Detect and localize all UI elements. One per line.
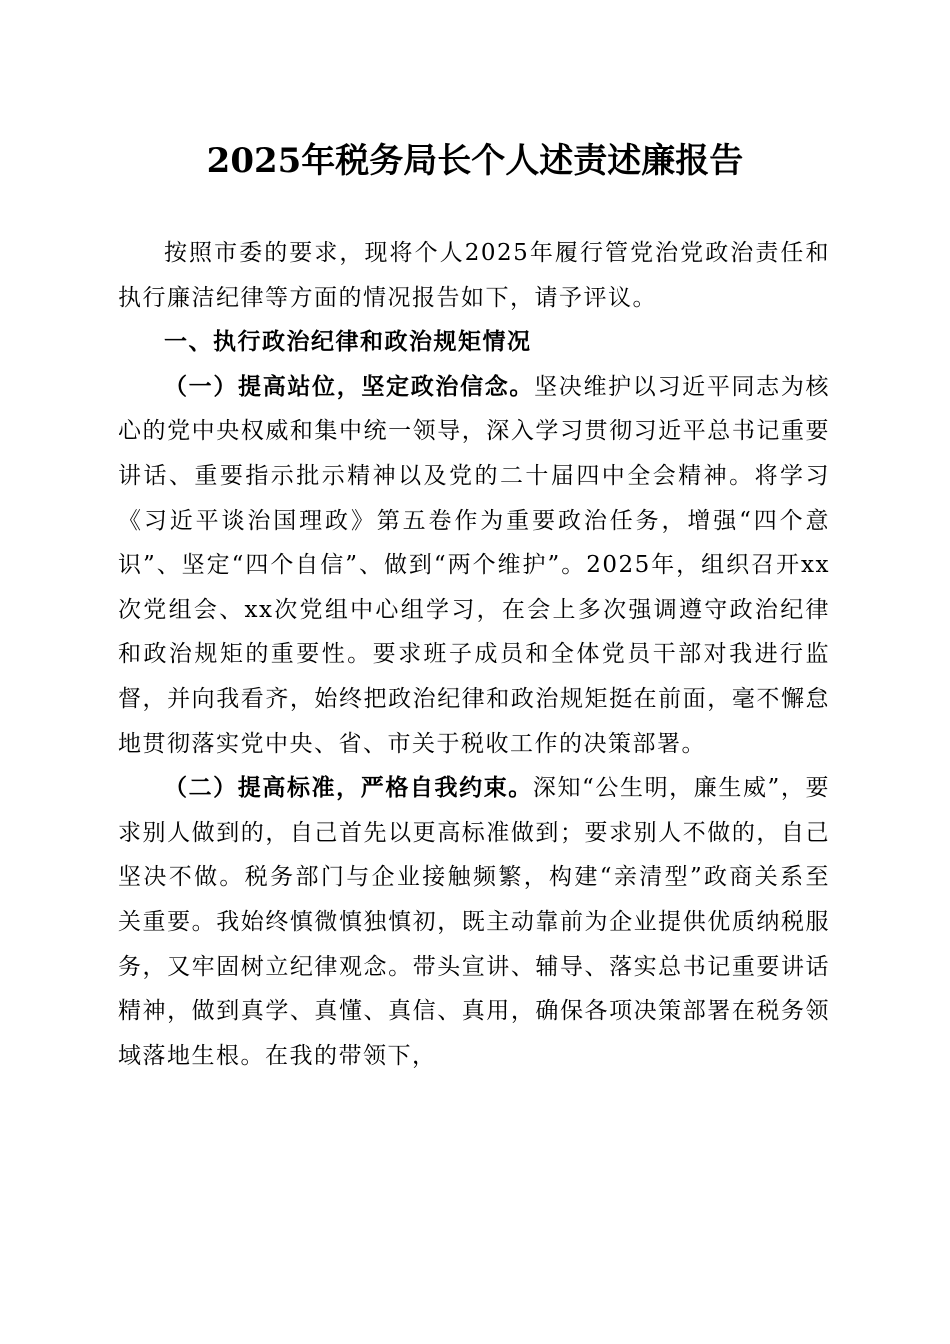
item-1-lead: （一）提高站位，坚定政治信念。 <box>164 373 535 400</box>
item-2-paragraph <box>118 766 830 1078</box>
item-1-paragraph <box>118 365 830 766</box>
intro-paragraph: 按照市委的要求，现将个人2025年履行管党治党政治责任和执行廉洁纪律等方面的情况报告如下，请予评议。 <box>118 240 830 311</box>
document-body <box>118 231 830 1078</box>
item-1-text: 坚决维护以习近平同志为核心的党中央权威和集中统一领导，深入学习贯彻习近平总书记重要讲话、重要指示批示精神以及党的二十届四中全会精神。将学习《习近平谈治国理政》第五卷作为重要政治任务，增强“四个意识”、坚定“四个自信”、做到“两个维护”。2025年，组织召开xx次党组会、xx次党组中心组学习，在会上多次强调遵守政治纪律和政治规矩的重要性。要求班子成员和全体党员干部对我进行监督，并向我看齐，始终把政治纪律和政治规矩挺在前面，毫不懈怠地贯彻落实党中央、省、市关于税收工作的决策部署。 <box>118 373 831 757</box>
item-2-text: 深知“公生明，廉生威”，要求别人做到的，自己首先以更高标准做到；要求别人不做的，自己坚决不做。税务部门与企业接触频繁，构建“亲清型”政商关系至关重要。我始终慎微慎独慎初，既主动靠前为企业提供优质纳税服务，又牢固树立纪律观念。带头宣讲、辅导、落实总书记重要讲话精神，做到真学、真懂、真信、真用，确保各项决策部署在税务领域落地生根。在我的带领下， <box>118 775 830 1069</box>
document-title: 2025年税务局长个人述责述廉报告 <box>206 141 744 181</box>
item-2-lead: （二）提高标准，严格自我约束。 <box>164 775 533 802</box>
section-heading: 一、执行政治纪律和政治规矩情况 <box>164 329 532 356</box>
